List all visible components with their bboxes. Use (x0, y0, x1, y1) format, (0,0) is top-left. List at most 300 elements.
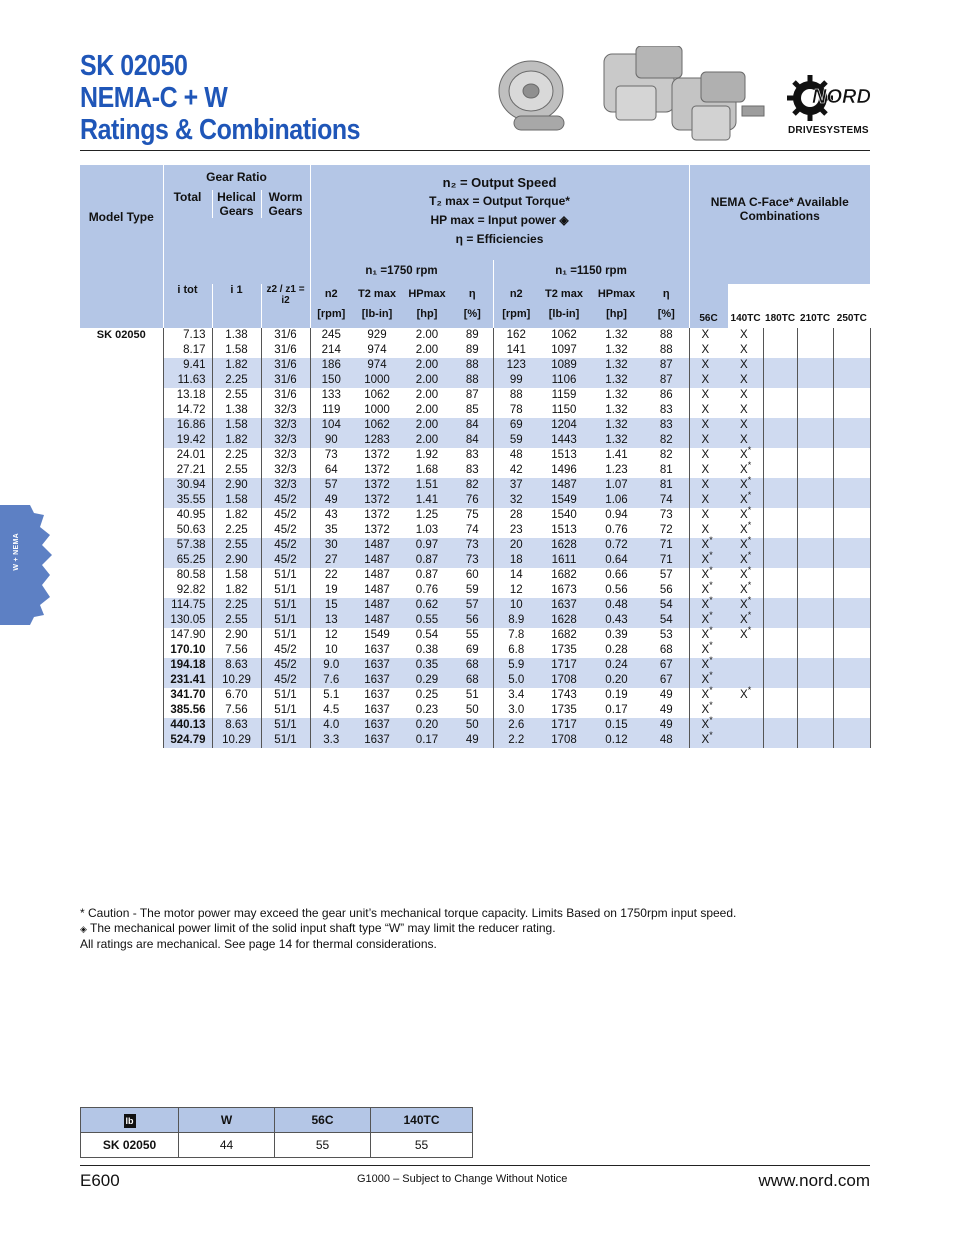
table-cell: 1549 (539, 493, 589, 508)
table-cell: 2.55 (212, 388, 261, 403)
table-cell: 84 (452, 433, 493, 448)
table-cell: 2.90 (212, 478, 261, 493)
table-row (80, 433, 870, 448)
table-cell: 32/3 (261, 463, 310, 478)
table-cell: 0.87 (402, 553, 452, 568)
table-cell: 20 (493, 538, 539, 553)
table-cell: 0.20 (589, 673, 644, 688)
col-model-type: Model Type (88, 209, 154, 224)
table-cell: 214 (310, 343, 352, 358)
table-cell: 57 (310, 478, 352, 493)
table-row (80, 703, 870, 718)
table-cell: 0.23 (415, 704, 439, 716)
table-cell: 51/1 (261, 568, 310, 583)
table-row (80, 673, 870, 688)
table-cell: 245 (310, 328, 352, 343)
table-cell: 974 (367, 344, 387, 356)
table-cell: 1628 (539, 613, 589, 628)
table-cell: X* (728, 598, 763, 613)
table-cell: 929 (367, 329, 387, 341)
table-row (80, 643, 870, 658)
table-cell: 2.90 (212, 553, 261, 568)
table-cell: 10.29 (212, 733, 261, 748)
table-cell: X* (728, 538, 763, 553)
table-cell: 42 (493, 463, 539, 478)
table-cell: 89 (465, 329, 479, 341)
table-row (80, 688, 870, 703)
table-cell: 1.32 (589, 433, 644, 448)
table-cell: 1.32 (605, 329, 628, 341)
table-cell: 64 (310, 463, 352, 478)
table-row (80, 478, 870, 493)
footnotes (80, 906, 736, 952)
table-cell: 1.32 (589, 373, 644, 388)
table-cell: 0.28 (605, 644, 628, 656)
table-cell: 76 (452, 493, 493, 508)
note-thermal: All ratings are mechanical. See page 14 for thermal considerations. (80, 937, 437, 951)
table-cell: 1487 (539, 478, 589, 493)
table-cell: X* (740, 565, 752, 581)
table-cell: 0.54 (415, 629, 439, 641)
table-cell: 18 (493, 553, 539, 568)
table-cell: 2.00 (415, 344, 439, 356)
table-cell: X* (689, 628, 728, 643)
table-cell: 50 (452, 718, 493, 733)
table-cell (728, 718, 763, 733)
table-cell: 12 (310, 628, 352, 643)
logo-subtitle: DRIVESYSTEMS (788, 125, 869, 136)
table-cell: 2.90 (212, 628, 261, 643)
table-cell: 0.29 (402, 673, 452, 688)
table-cell: 2.00 (415, 329, 439, 341)
weight-icon: lb (125, 1115, 134, 1126)
table-cell: 2.00 (402, 418, 452, 433)
table-cell: 1637 (364, 689, 390, 701)
footer-url: www.nord.com (758, 1171, 870, 1190)
table-cell: 0.48 (589, 598, 644, 613)
weight-value-56c: 55 (275, 1133, 371, 1158)
table-cell: 1.38 (212, 403, 261, 418)
side-tab-gear-icon (0, 505, 52, 625)
table-cell: 0.19 (605, 689, 628, 701)
table-cell: 1487 (352, 553, 402, 568)
table-row (80, 358, 870, 373)
weight-value-w: 44 (179, 1133, 275, 1158)
table-cell: 35.55 (163, 493, 212, 508)
table-cell: 56 (659, 584, 673, 596)
table-row (80, 448, 870, 463)
table-row (80, 388, 870, 403)
table-cell: 71 (644, 538, 689, 553)
table-cell: X (689, 493, 728, 508)
unit-2: [hp] (416, 308, 438, 320)
table-cell: 4.5 (310, 703, 352, 718)
table-cell: 1062 (364, 389, 390, 401)
table-cell: 45/2 (261, 553, 310, 568)
table-cell: 0.87 (415, 569, 439, 581)
weight-model: SK 02050 (81, 1133, 179, 1158)
table-row (80, 493, 870, 508)
table-cell: X* (689, 703, 728, 718)
table-cell: 45/2 (261, 673, 310, 688)
table-cell: 90 (310, 433, 352, 448)
table-cell: X (689, 418, 728, 433)
note-caution: * Caution - The motor power may exceed the gear unit’s mechanical torque capacity. Limits Based on 1750rpm input speed. (80, 906, 737, 920)
output-speed-legend: n₂ = Output Speed (442, 175, 557, 190)
col-250tc: 250TC (833, 284, 870, 328)
table-cell: 50 (465, 704, 479, 716)
table-cell: 51/1 (261, 718, 310, 733)
nema-title: NEMA C-Face* Available Combinations (689, 165, 870, 284)
weight-col-56c: 56C (275, 1108, 371, 1133)
table-cell (728, 733, 763, 748)
table-cell: 1283 (352, 433, 402, 448)
table-cell: 71 (644, 553, 689, 568)
bottom-divider (80, 1165, 870, 1166)
table-cell: 49 (659, 689, 673, 701)
table-cell: 31/6 (261, 388, 310, 403)
table-cell: 78 (493, 403, 539, 418)
table-cell: 1.58 (212, 493, 261, 508)
table-cell: 1735 (551, 644, 577, 656)
table-cell: 1062 (352, 418, 402, 433)
table-cell: 1.32 (605, 389, 628, 401)
table-cell: 1637 (539, 598, 589, 613)
table-cell: 13.18 (163, 388, 212, 403)
table-cell: 48 (493, 448, 539, 463)
table-cell: 0.97 (402, 538, 452, 553)
table-cell: 56 (452, 613, 493, 628)
table-cell: 147.90 (163, 628, 212, 643)
col-hp-1750: HPmax (408, 288, 446, 300)
table-cell: 75 (465, 509, 479, 521)
table-cell: 1000 (352, 373, 402, 388)
title-line-1: SK 02050 (80, 50, 188, 82)
table-cell: 341.70 (163, 688, 212, 703)
table-cell: 1204 (539, 418, 589, 433)
table-cell: 0.66 (605, 569, 628, 581)
title-line-3: Ratings & Combinations (80, 114, 361, 146)
table-cell: 7.6 (310, 673, 352, 688)
table-cell: X (689, 343, 728, 358)
table-cell: 1487 (352, 613, 402, 628)
table-cell: 0.17 (402, 733, 452, 748)
table-cell: 1637 (364, 704, 390, 716)
table-row (80, 733, 870, 748)
col-180tc: 180TC (763, 284, 797, 328)
table-cell: 8.63 (212, 718, 261, 733)
table-cell: 92.82 (163, 583, 212, 598)
table-cell: 0.38 (415, 644, 439, 656)
table-cell: 3.0 (493, 703, 539, 718)
table-cell: 170.10 (163, 643, 212, 658)
table-cell: X (728, 433, 763, 448)
table-cell: 88 (452, 373, 493, 388)
table-cell: 82 (452, 478, 493, 493)
table-cell: X* (689, 733, 728, 748)
table-cell: 1708 (539, 733, 589, 748)
table-cell: 2.00 (402, 373, 452, 388)
table-cell: X* (740, 520, 752, 536)
table-cell: 5.9 (493, 658, 539, 673)
gear-reducer-illustration (496, 46, 771, 146)
table-cell: X (689, 328, 728, 343)
table-cell: X* (689, 568, 728, 583)
table-cell: X* (689, 598, 728, 613)
table-cell: 88 (659, 344, 673, 356)
table-cell: 1487 (352, 598, 402, 613)
table-cell: 1089 (539, 358, 589, 373)
table-row (80, 718, 870, 733)
table-cell: 2.25 (212, 448, 261, 463)
table-cell: 150 (310, 373, 352, 388)
table-cell: 67 (644, 658, 689, 673)
table-cell: 68 (452, 658, 493, 673)
table-cell: 2.00 (402, 433, 452, 448)
table-row (80, 328, 870, 343)
table-cell: 11.63 (163, 373, 212, 388)
table-cell: X (689, 463, 728, 478)
table-cell: 119 (310, 403, 352, 418)
table-cell: 9.41 (163, 358, 212, 373)
table-cell: 53 (659, 629, 673, 641)
table-cell: 86 (659, 389, 673, 401)
table-cell: 1.82 (212, 508, 261, 523)
table-cell: 31/6 (261, 328, 310, 343)
col-itot: i tot (163, 284, 212, 328)
table-cell: 87 (465, 389, 479, 401)
table-cell: 85 (465, 404, 479, 416)
table-cell: 89 (465, 344, 479, 356)
table-cell: 1.32 (605, 404, 628, 416)
table-cell: 10 (310, 643, 352, 658)
table-cell: 57 (452, 598, 493, 613)
table-cell: 82 (644, 433, 689, 448)
table-cell: X (728, 358, 763, 373)
table-cell: 49 (310, 493, 352, 508)
table-cell: 0.25 (415, 689, 439, 701)
table-cell: 45/2 (261, 643, 310, 658)
table-cell: 28 (493, 508, 539, 523)
table-cell: 1.25 (415, 509, 439, 521)
table-cell: 2.25 (212, 373, 261, 388)
table-cell: 1.32 (605, 344, 628, 356)
table-cell: 0.62 (402, 598, 452, 613)
table-cell: 1611 (539, 553, 589, 568)
table-cell: 84 (452, 418, 493, 433)
table-cell: 31/6 (261, 343, 310, 358)
table-cell: 1717 (539, 658, 589, 673)
table-cell: 2.00 (415, 404, 439, 416)
table-cell (728, 643, 763, 658)
table-cell: 1.41 (402, 493, 452, 508)
table-row (80, 403, 870, 418)
title-line-2: NEMA-C + W (80, 82, 228, 114)
table-cell: X (689, 508, 728, 523)
weight-col-140tc: 140TC (371, 1108, 473, 1133)
table-cell: 7.56 (212, 643, 261, 658)
table-cell: 0.15 (589, 718, 644, 733)
table-cell: 43 (310, 508, 352, 523)
table-cell: 1106 (539, 373, 589, 388)
table-cell: 1.41 (605, 449, 628, 461)
table-cell: 2.25 (212, 598, 261, 613)
table-cell: X (689, 388, 728, 403)
table-cell: 24.01 (163, 448, 212, 463)
unit-0: [rpm] (317, 308, 346, 320)
table-cell (728, 673, 763, 688)
table-cell: X (689, 523, 728, 538)
table-row (80, 628, 870, 643)
table-cell: X* (689, 718, 728, 733)
table-cell: 7.13 (163, 328, 212, 343)
unit-4: [rpm] (502, 308, 531, 320)
table-cell: 141 (493, 343, 539, 358)
table-cell: 5.0 (493, 673, 539, 688)
col-n2-1750: n2 (324, 288, 338, 300)
table-cell: 0.39 (605, 629, 628, 641)
table-row (80, 538, 870, 553)
table-cell: 1.32 (589, 418, 644, 433)
table-cell: 83 (659, 404, 673, 416)
table-cell: 123 (493, 358, 539, 373)
col-helical: Helical Gears (212, 190, 261, 218)
table-cell: 51/1 (261, 688, 310, 703)
table-cell: 385.56 (163, 703, 212, 718)
table-cell: 83 (644, 418, 689, 433)
table-cell: 16.86 (163, 418, 212, 433)
table-cell: X* (740, 445, 752, 461)
col-t2-1150: T2 max (545, 288, 583, 300)
table-cell: X* (689, 643, 728, 658)
table-cell: 13 (310, 613, 352, 628)
table-cell: 88 (493, 388, 539, 403)
table-cell: 7.8 (493, 628, 539, 643)
page-number: E600 (80, 1171, 120, 1190)
table-row (80, 373, 870, 388)
table-cell: 186 (310, 358, 352, 373)
table-cell: 54 (644, 598, 689, 613)
table-cell: X* (728, 478, 763, 493)
table-cell: 162 (493, 328, 539, 343)
table-cell: 19 (310, 583, 352, 598)
table-cell: 73 (659, 509, 673, 521)
table-cell: 1.32 (589, 358, 644, 373)
table-cell: X* (740, 460, 752, 476)
col-gear-ratio: Gear Ratio (206, 170, 267, 184)
table-cell: 2.00 (402, 358, 452, 373)
col-z-ratio: z2 / z1 = i2 (261, 284, 310, 328)
table-cell: 51/1 (261, 628, 310, 643)
note-shaft-limit: The mechanical power limit of the solid input shaft type “W” may limit the reducer rating. (90, 921, 556, 935)
table-cell: 0.76 (605, 524, 628, 536)
table-row (80, 613, 870, 628)
speed-1750-header: n₁ =1750 rpm (310, 260, 493, 284)
table-cell: 1735 (551, 704, 577, 716)
table-cell (728, 703, 763, 718)
table-cell: 1.92 (415, 449, 439, 461)
weight-table (80, 1107, 473, 1158)
table-cell: 1496 (551, 464, 577, 476)
table-cell: 0.43 (589, 613, 644, 628)
table-cell: 80.58 (163, 568, 212, 583)
unit-1: [lb-in] (361, 308, 393, 320)
table-cell: 1.58 (212, 343, 261, 358)
table-cell: 1.58 (212, 418, 261, 433)
table-cell: 0.64 (589, 553, 644, 568)
table-cell: 104 (310, 418, 352, 433)
table-cell: 9.0 (310, 658, 352, 673)
table-cell: 37 (493, 478, 539, 493)
table-cell: X (728, 418, 763, 433)
table-cell: 72 (659, 524, 673, 536)
speed-1150-header: n₁ =1150 rpm (493, 260, 689, 284)
table-cell: 87 (644, 358, 689, 373)
table-cell: 32/3 (261, 403, 310, 418)
table-cell: 87 (644, 373, 689, 388)
input-power-legend: HP max = Input power (430, 213, 556, 227)
table-cell: 69 (493, 418, 539, 433)
table-cell: 1443 (539, 433, 589, 448)
table-cell: 55 (465, 629, 479, 641)
table-row (80, 418, 870, 433)
table-cell: 23 (493, 523, 539, 538)
table-cell: 1097 (551, 344, 577, 356)
logo-word: NORD (812, 86, 871, 108)
table-cell: 0.24 (589, 658, 644, 673)
table-cell: X* (740, 580, 752, 596)
table-cell: 1637 (364, 644, 390, 656)
table-cell: X* (689, 673, 728, 688)
col-i1: i 1 (212, 284, 261, 328)
table-cell: 7.56 (212, 703, 261, 718)
table-row (80, 343, 870, 358)
table-cell: 1637 (352, 658, 402, 673)
table-cell: 82 (659, 449, 673, 461)
table-cell: 1682 (551, 569, 577, 581)
table-cell: 32/3 (261, 418, 310, 433)
col-total: Total (173, 190, 202, 204)
table-cell: 45/2 (261, 508, 310, 523)
table-row (80, 583, 870, 598)
table-cell: 12 (493, 583, 539, 598)
weight-value-140tc: 55 (371, 1133, 473, 1158)
unit-3: [%] (463, 308, 481, 320)
table-cell: 68 (452, 673, 493, 688)
table-cell: 35 (310, 523, 352, 538)
table-cell: 74 (465, 524, 479, 536)
table-cell: 114.75 (163, 598, 212, 613)
table-cell: X (689, 403, 728, 418)
table-cell: 1708 (539, 673, 589, 688)
table-cell: 6.8 (493, 643, 539, 658)
table-cell: 1637 (352, 673, 402, 688)
table-cell: 27.21 (163, 463, 212, 478)
table-cell: 1.06 (589, 493, 644, 508)
table-cell: 45/2 (261, 658, 310, 673)
table-cell: X* (689, 658, 728, 673)
table-cell: 59 (493, 433, 539, 448)
table-cell: 51/1 (261, 733, 310, 748)
table-cell: 8.17 (163, 343, 212, 358)
table-cell: 1637 (352, 733, 402, 748)
table-row (80, 598, 870, 613)
table-cell: 1717 (539, 718, 589, 733)
unit-7: [%] (657, 308, 675, 320)
table-cell: 32 (493, 493, 539, 508)
table-cell: 51/1 (261, 598, 310, 613)
table-cell: 88 (452, 358, 493, 373)
